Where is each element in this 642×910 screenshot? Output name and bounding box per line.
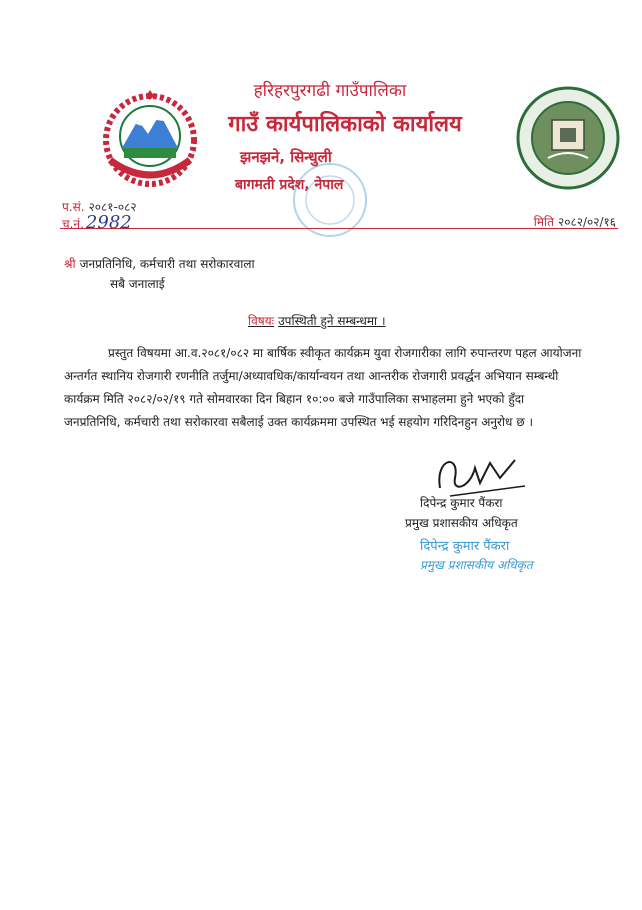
header-divider bbox=[60, 228, 618, 229]
province-country: बागमती प्रदेश, नेपाल bbox=[235, 177, 344, 193]
subject-line bbox=[248, 312, 386, 329]
dispatch-number bbox=[62, 212, 132, 233]
municipality-seal-logo bbox=[516, 86, 620, 190]
subject-text: उपस्थिती हुने सम्बन्धमा । bbox=[278, 314, 386, 328]
recipient-line bbox=[64, 255, 255, 272]
letter-body-text: प्रस्तुत विषयमा आ.व.२०८१/०८२ मा बार्षिक स्वीकृत कार्यक्रम युवा रोजगारीका लागि रुपान्तरण पहल आयोजना अन्तर्गत स्थानिय रोजगारी रणनीति तर्जुमा/अध्यावधिक/कार्यान्वयन तथा आन्तरीक रोजगारी प्रवर्द्धन अभियान सम्बन्धी कार्यक्रम मिति २०८२/०२/१९ गते सोमवारका दिन बिहान १०:०० बजे गाउँपालिका सभाहलमा हुने भएको हुँदा जनप्रतिनिधि, कर्मचारी तथा सरोकारवा सबैलाई उक्त कार्यक्रममा उपस्थित भई सहयोग गरिदिनहुन अनुरोध छ । bbox=[64, 346, 582, 429]
subject-label: विषयः bbox=[248, 314, 275, 328]
recipient-prefix: श्री bbox=[64, 257, 76, 271]
office-location: झनझने, सिन्धुली bbox=[240, 148, 332, 166]
letter-number-label: प.सं. bbox=[62, 200, 85, 214]
signatory-title: प्रमुख प्रशासकीय अधिकृत bbox=[405, 516, 518, 530]
municipality-name: हरिहरपुरगढी गाउँपालिका bbox=[253, 81, 407, 101]
letter-body bbox=[64, 342, 584, 434]
recipient-all: सबै जनालाई bbox=[110, 277, 165, 291]
date-label: मिति bbox=[533, 215, 554, 229]
office-name: गाउँ कार्यपालिकाको कार्यालय bbox=[228, 112, 462, 137]
letter-number-value: २०८१-०८२ bbox=[88, 200, 137, 214]
signatory-name: दिपेन्द्र कुमार पैंकरा bbox=[420, 496, 503, 510]
dispatch-number-label: च.नं. bbox=[62, 217, 84, 231]
recipient-text: जनप्रतिनिधि, कर्मचारी तथा सरोकारवाला bbox=[79, 257, 255, 271]
stamp-title: प्रमुख प्रशासकीय अधिकृत bbox=[420, 558, 533, 572]
date-value: २०८२/०२/१६ bbox=[557, 215, 616, 229]
stamp-name: दिपेन्द्र कुमार पैंकरा bbox=[420, 539, 510, 554]
nepal-emblem-logo bbox=[98, 90, 202, 190]
dispatch-number-value: 2982 bbox=[85, 212, 132, 233]
